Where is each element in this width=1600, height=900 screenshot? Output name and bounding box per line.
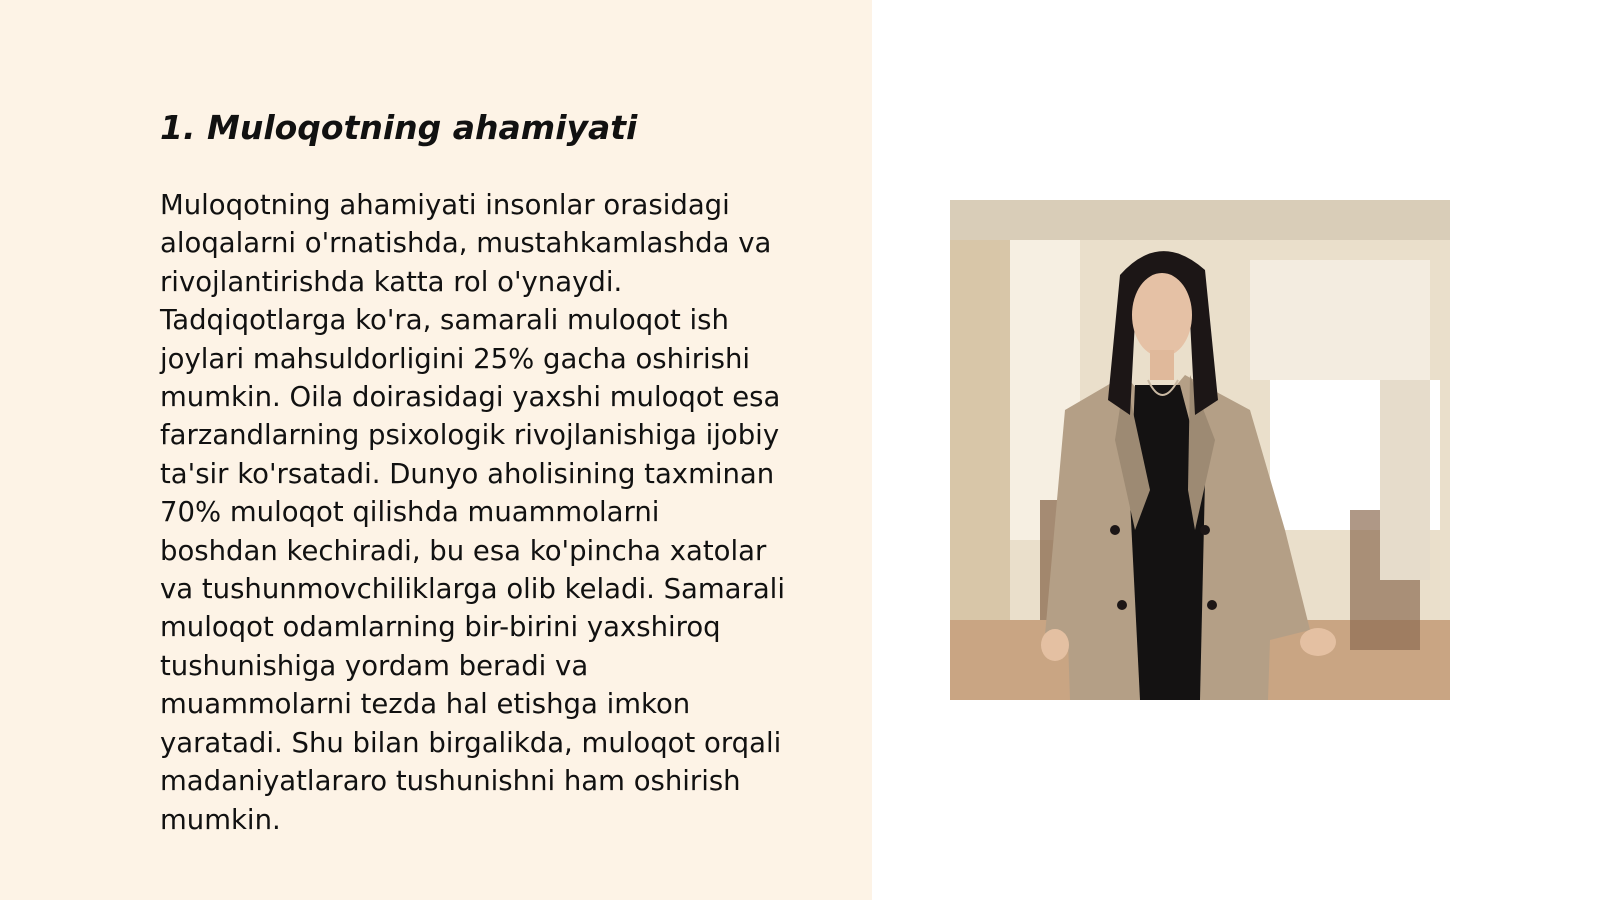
body-line: ta'sir ko'rsatadi. Dunyo aholisining taxminan — [160, 457, 775, 490]
body-line: 70% muloqot qilishda muammolarni — [160, 496, 660, 529]
body-paragraph — [160, 186, 850, 839]
body-line: aloqalarni o'rnatishda, mustahkamlashda va — [160, 227, 772, 260]
body-line: tushunishiga yordam beradi va — [160, 649, 589, 682]
body-line: boshdan kechiradi, bu esa ko'pincha xatolar — [160, 534, 767, 567]
body-line: Tadqiqotlarga ko'ra, samarali muloqot ish — [160, 304, 729, 337]
body-line: farzandlarning psixologik rivojlanishiga ijobiy — [160, 419, 780, 452]
person-photo-illustration — [950, 200, 1450, 700]
body-line: joylari mahsuldorligini 25% gacha oshirishi — [160, 342, 751, 375]
body-line: mumkin. — [160, 803, 281, 836]
body-line: va tushunmovchiliklarga olib keladi. Samarali — [160, 573, 785, 606]
person-photo — [950, 200, 1450, 700]
body-line: yaratadi. Shu bilan birgalikda, muloqot orqali — [160, 726, 782, 759]
body-line: Muloqotning ahamiyati insonlar orasidagi — [160, 189, 730, 221]
body-line: muammolarni tezda hal etishga imkon — [160, 688, 691, 721]
body-line: muloqot odamlarning bir-birini yaxshiroq — [160, 611, 721, 644]
slide-title: 1. Muloqotning ahamiyati — [160, 108, 638, 147]
body-line: madaniyatlararo tushunishni ham oshirish — [160, 765, 741, 798]
body-line: mumkin. Oila doirasidagi yaxshi muloqot esa — [160, 381, 781, 414]
body-line: rivojlantirishda katta rol o'ynaydi. — [160, 265, 623, 298]
